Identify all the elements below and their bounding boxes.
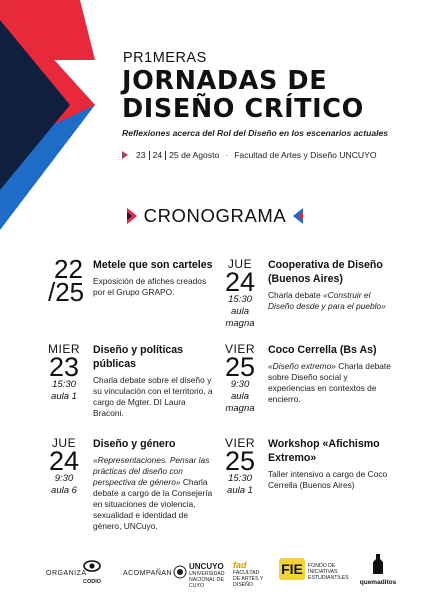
cronograma-title: CRONOGRAMA xyxy=(143,205,287,226)
desc-text: Charla debate a cargo de la Consejería en situaciones de violencia, sexualidad e identidad de género, UNCuyo. xyxy=(93,477,213,531)
event-time: 15:30 xyxy=(228,294,252,305)
fad-logo xyxy=(233,560,267,588)
event-title: Coco Cerrella (Bs As) xyxy=(268,344,377,356)
quemaditos-bottle-icon xyxy=(370,554,386,574)
event-place: aula 6 xyxy=(51,485,77,496)
uncuyo-text: UNCUYO xyxy=(189,562,224,571)
event-day-number: 25 xyxy=(224,352,256,382)
desc-text: Charla debate sobre Diseño social y experiencias en contextos de encierro. xyxy=(268,361,391,404)
uncuyo-seal-icon xyxy=(173,564,187,580)
event-title: Diseño y políticas públicas xyxy=(93,344,184,370)
desc-quote: «Construir el Diseño desde y para el pueblo» xyxy=(268,290,386,311)
event-description xyxy=(268,361,393,405)
date-divider xyxy=(149,151,150,160)
event-description: Charla debate sobre el diseño y su vinculación con el territorio, a cargo de Mgter. DI Laura Braconi. xyxy=(93,375,213,418)
desc-quote: «Diseño extremo» xyxy=(268,361,336,371)
header xyxy=(122,50,422,160)
quemaditos-text: quemaditos xyxy=(359,579,397,586)
event-time: 15:30 xyxy=(228,473,252,484)
event-place: aula 1 xyxy=(51,391,77,402)
codio-eye-icon xyxy=(83,558,101,574)
event-description: Exposición de afiches creados por el Grupo GRAPO. xyxy=(93,276,207,297)
event-day: VIER xyxy=(224,436,255,450)
title-line-1: JORNADAS DE xyxy=(122,66,328,96)
fie-text: FIE xyxy=(281,561,303,577)
fie-subtext: FONDO DE INICIATIVAS ESTUDIANTILES xyxy=(308,563,349,581)
title-line-2: DISEÑO CRÍTICO xyxy=(122,94,364,124)
event-title: Cooperativa de Diseño (Buenos Aires) xyxy=(268,259,383,285)
pre-title: PR1MERAS xyxy=(123,50,207,66)
event-description xyxy=(93,455,213,532)
event-title: Workshop «Afichismo Extremo» xyxy=(268,438,380,464)
date-25: 25 de Agosto xyxy=(169,150,220,160)
range-start: 22 xyxy=(54,254,83,284)
uncuyo-subtext: UNIVERSIDAD NACIONAL DE CUYO xyxy=(189,571,225,589)
event-day: MIER xyxy=(48,342,80,356)
event-day-number: 25 xyxy=(224,446,256,476)
fad-text: fad xyxy=(233,560,247,570)
codio-text: CODIO xyxy=(82,579,102,585)
date-24: 24 xyxy=(152,150,163,160)
event-place: aula 1 xyxy=(227,485,253,496)
date-range xyxy=(48,254,85,307)
event-title: Metele que son carteles xyxy=(93,259,213,271)
event-place: aula magna xyxy=(225,391,255,414)
codio-logo xyxy=(82,558,102,585)
event-time: 15:30 xyxy=(52,379,76,390)
cronograma-heading xyxy=(0,205,430,227)
desc-quote: «Representaciones. Pensar las prácticas del diseño con perspectiva de género» xyxy=(93,455,210,487)
arrow-left-icon xyxy=(293,208,303,224)
event-day-number: 24 xyxy=(48,446,80,476)
event-time: 9:30 xyxy=(54,473,74,484)
venue: Facultad de Artes y Diseño UNCUYO xyxy=(234,150,377,160)
event-day: JUE xyxy=(51,436,77,450)
footer-logos xyxy=(0,552,430,592)
corner-triangles-graphic xyxy=(0,0,120,230)
event-dates xyxy=(122,150,422,160)
date-divider xyxy=(165,151,166,160)
event-description xyxy=(268,290,393,312)
venue-separator: · xyxy=(225,150,229,160)
arrow-right-icon xyxy=(127,208,137,224)
subtitle: Reflexiones acerca del Rol del Diseño en los escenarios actuales xyxy=(122,128,389,138)
event-description: Taller intensivo a cargo de Coco Cerrella (Buenos Aires) xyxy=(268,469,388,490)
event-day: VIER xyxy=(224,342,255,356)
acompanan-label: ACOMPAÑAN xyxy=(123,570,173,577)
event-day-number: 23 xyxy=(48,352,80,382)
organiza-label: ORGANIZA xyxy=(46,570,87,577)
arrow-icon xyxy=(122,151,128,159)
event-time: 9:30 xyxy=(230,379,250,390)
event-place: aula magna xyxy=(225,306,255,329)
event-day: JUE xyxy=(227,257,253,271)
event-title: Diseño y género xyxy=(93,438,176,450)
desc-text: Charla debate xyxy=(268,290,323,300)
range-end: /25 xyxy=(48,277,85,307)
fad-subtext: FACULTAD DE ARTES Y DISEÑO xyxy=(233,570,264,588)
event-day-number: 24 xyxy=(224,267,256,297)
quemaditos-logo xyxy=(358,554,398,586)
date-23: 23 xyxy=(136,150,146,160)
